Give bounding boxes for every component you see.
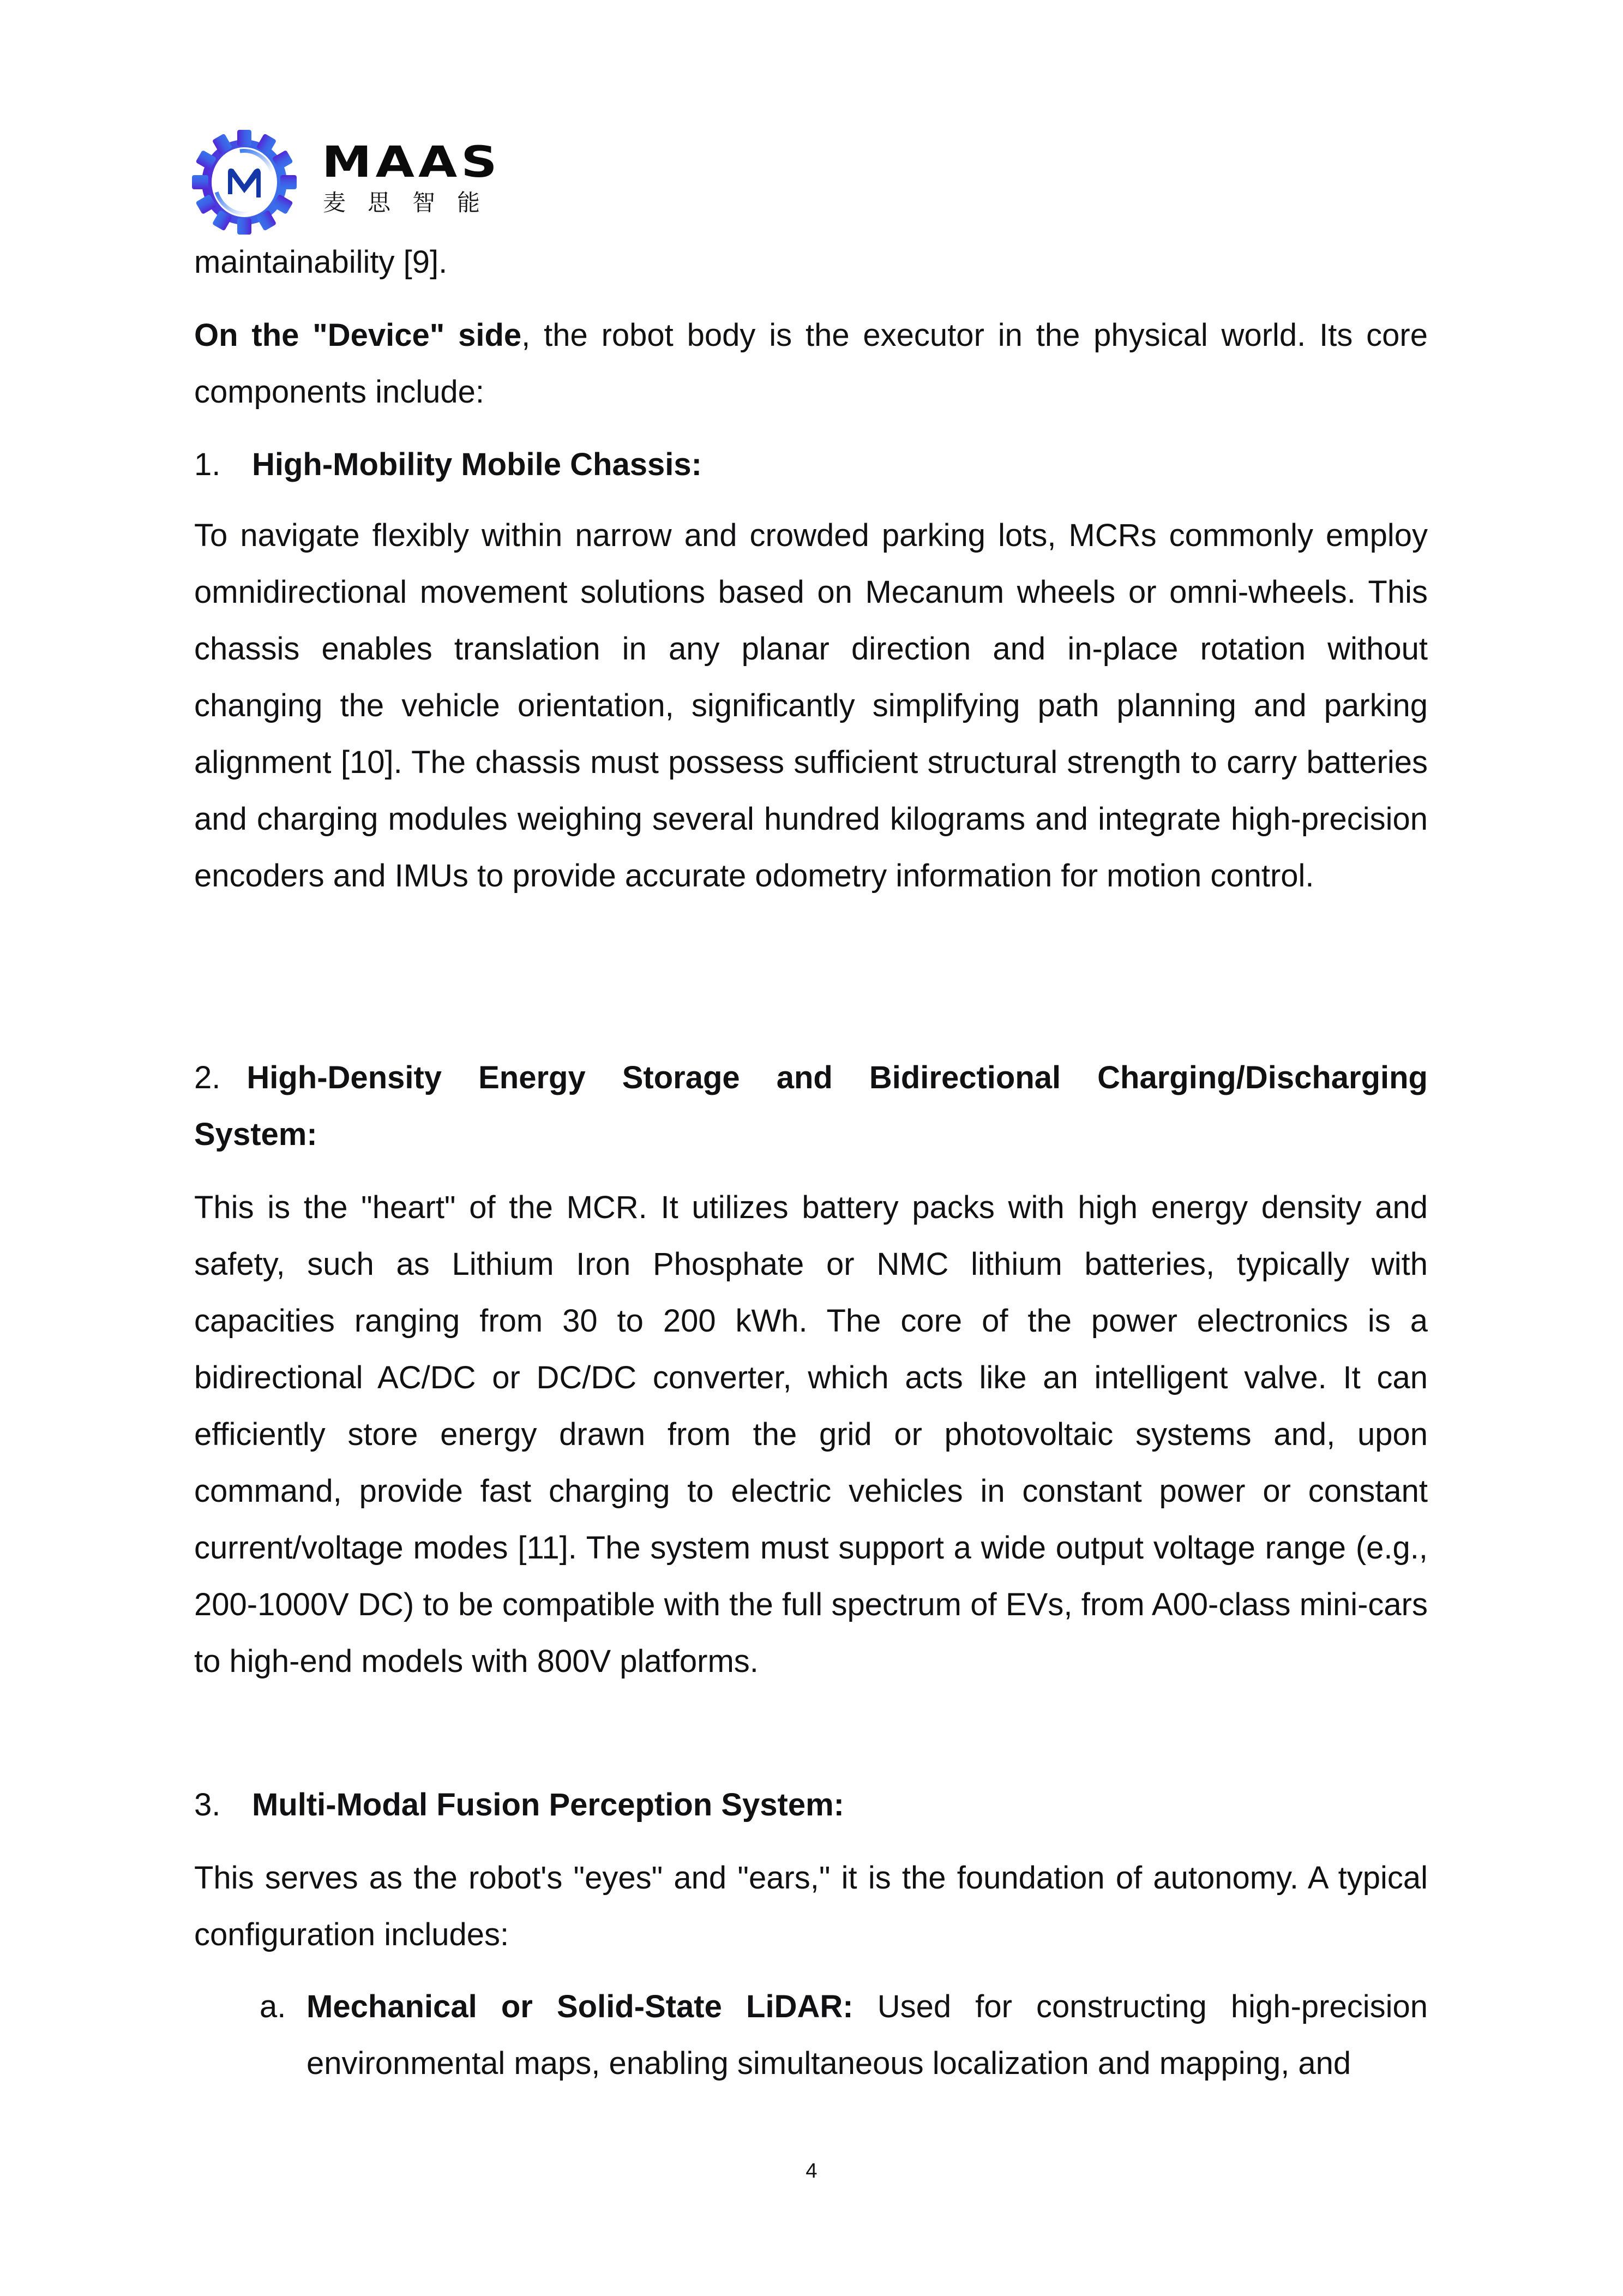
section-2-heading [194, 1050, 1428, 1163]
list-item-lead: Mechanical or Solid-State LiDAR: [306, 1989, 853, 2024]
section-2-number: 2. [194, 1060, 221, 1095]
page-number: 4 [806, 2160, 817, 2183]
section-2-title-word: Energy [478, 1060, 586, 1095]
section-2-title-word: Charging/Discharging [1097, 1060, 1428, 1095]
section-3-body: This serves as the robot's "eyes" and "ears," it is the foundation of autonomy. A typical configuration includes: [194, 1860, 1428, 1952]
list-item-text: Used for constructing high-precision environmental maps, enabling simultaneous localization and mapping, and [306, 1989, 1428, 2081]
list-item [260, 1979, 1428, 2092]
device-intro-paragraph [194, 307, 1428, 421]
section-2-title-line2: System: [194, 1117, 317, 1152]
section-2-title-word: High-Density [247, 1060, 442, 1095]
list-item-marker: a. [260, 1989, 286, 2024]
section-3-title: Multi-Modal Fusion Perception System: [252, 1787, 844, 1823]
section-2-body: This is the "heart" of the MCR. It utilizes battery packs with high energy density and safety, such as Lithium Iron Phosphate or NMC lithium batteries, typically with capacities ranging from 30 to 200 kWh. The core of the power electronics is a bidirectional AC/DC or DC/DC converter, which acts like an intelligent valve. It can efficiently store energy drawn from the grid or photovoltaic systems and, upon command, provide fast charging to electric vehicles in constant power or constant current/voltage modes [11]. The system must support a wide output voltage range (e.g., 200-1000V DC) to be compatible with the full spectrum of EVs, from A00-class mini-cars to high-end models with 800V platforms. [194, 1190, 1428, 1679]
section-1-number: 1. [194, 447, 221, 482]
list-item-body [306, 1979, 1428, 2092]
section-2-title-line1 [194, 1050, 1428, 1106]
logo-chinese-name: 麦思智能 [323, 189, 502, 216]
gear-m-logo-icon [192, 129, 297, 236]
company-logo [192, 129, 519, 238]
section-2-title-word: Storage [622, 1060, 740, 1095]
logo-wordmark: MAAS [322, 138, 501, 187]
section-1-title: High-Mobility Mobile Chassis: [252, 447, 702, 482]
device-intro-text: , the robot body is the executor in the physical world. Its core components include: [194, 317, 1428, 410]
section-1-body: To navigate flexibly within narrow and crowded parking lots, MCRs commonly employ omnidirectional movement solutions based on Mecanum wheels or omni-wheels. This chassis enables translation in any planar direction and in-place rotation without changing the vehicle orientation, significantly simplifying path planning and parking alignment [10]. The chassis must possess sufficient structural strength to carry batteries and charging modules weighing several hundred kilograms and integrate high-precision encoders and IMUs to provide accurate odometry information for motion control. [194, 518, 1428, 894]
continuation-text: maintainability [9]. [194, 244, 448, 280]
section-2-title-word: and [776, 1060, 833, 1095]
device-intro-lead: On the "Device" side [194, 317, 522, 353]
section-2-title-word: Bidirectional [869, 1060, 1061, 1095]
section-3-number: 3. [194, 1787, 221, 1823]
